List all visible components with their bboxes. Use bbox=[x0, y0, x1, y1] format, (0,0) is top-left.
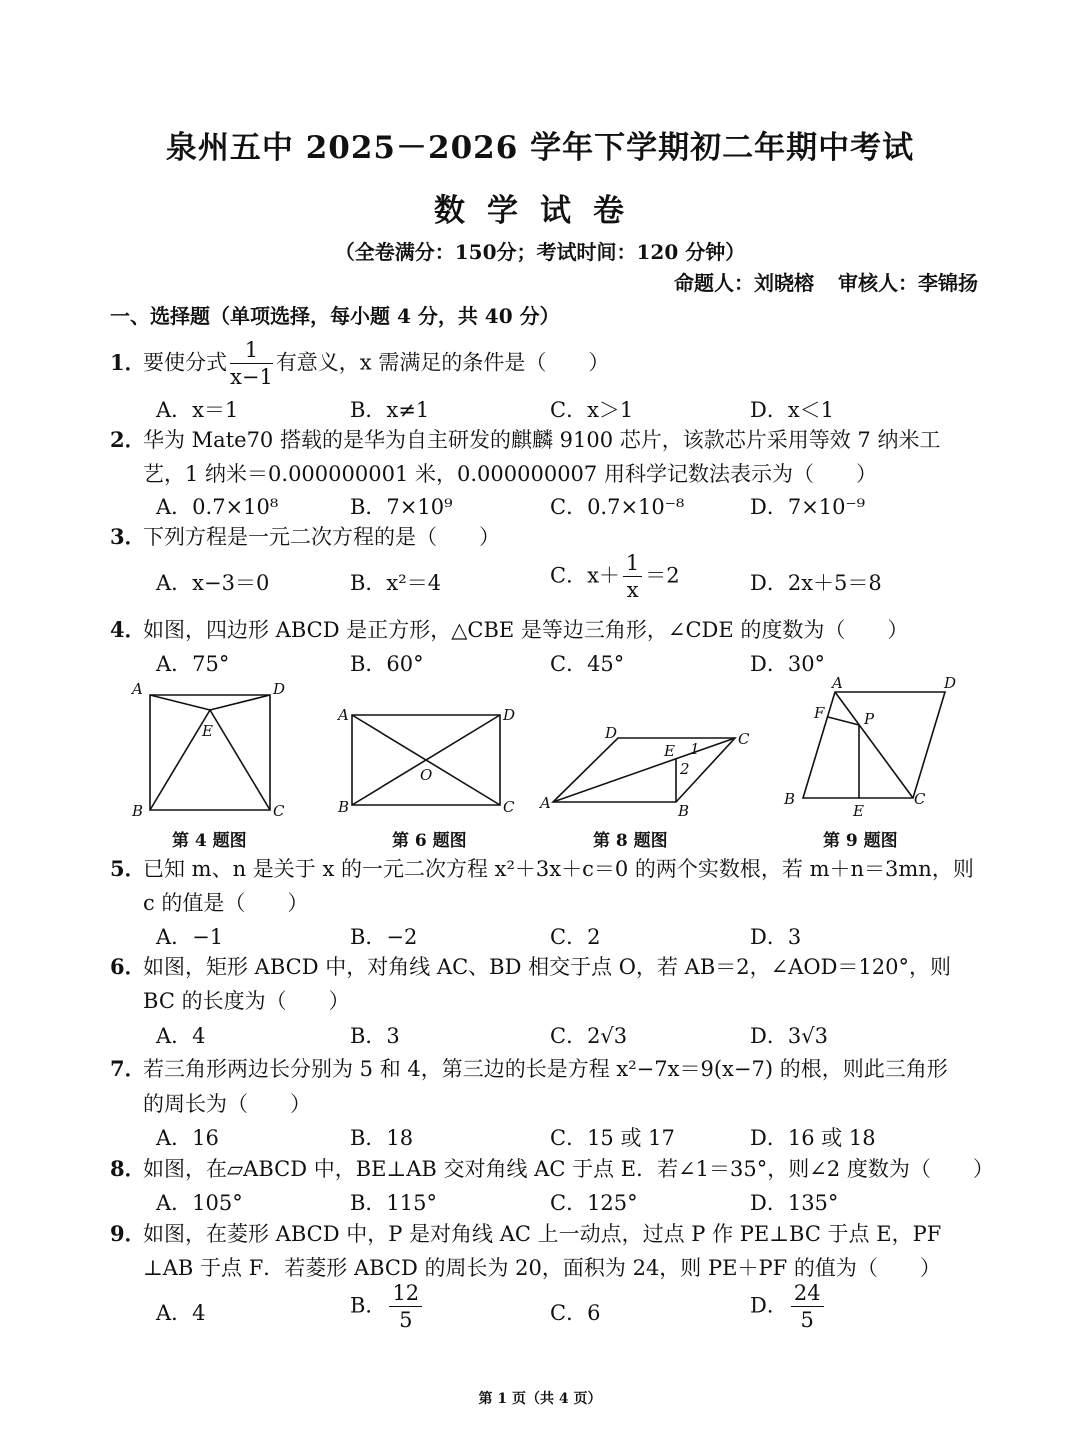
page-footer: 第 1 页（共 4 页） bbox=[478, 1391, 602, 1407]
option-c: C．0.7×10⁻⁸ bbox=[550, 495, 685, 519]
fraction bbox=[230, 340, 273, 388]
figure-4-caption: 第 4 题图 bbox=[172, 831, 247, 851]
denominator: 5 bbox=[800, 1308, 814, 1332]
question-9 bbox=[110, 1219, 941, 1249]
option-a: A．0.7×10⁸ bbox=[156, 495, 279, 519]
question-text: 若三角形两边长分别为 5 和 4，第三边的长是方程 x²−7x＝9(x−7) 的根，则此三角形 bbox=[143, 1057, 948, 1081]
label-f: F bbox=[814, 704, 825, 722]
label-d: D bbox=[944, 674, 957, 692]
question-2-cont: 艺，1 纳米＝0.000000001 米，0.000000007 用科学记数法表示为（ ） bbox=[143, 462, 877, 486]
option-b: B．60° bbox=[350, 652, 424, 676]
figure-6-caption: 第 6 题图 bbox=[392, 831, 467, 851]
fraction bbox=[791, 1283, 824, 1331]
question-number: 2． bbox=[110, 427, 146, 452]
numerator: 1 bbox=[230, 340, 273, 364]
fraction bbox=[389, 1283, 422, 1331]
denominator: x−1 bbox=[230, 365, 273, 389]
option-a: A．105° bbox=[156, 1191, 243, 1215]
question-8 bbox=[110, 1154, 994, 1184]
question-number: 3． bbox=[110, 524, 146, 549]
option-d: D．x＜1 bbox=[750, 398, 835, 422]
option-b: B．x≠1 bbox=[350, 398, 430, 422]
option-text: D． bbox=[750, 1293, 788, 1318]
option-d: D．3√3 bbox=[750, 1024, 828, 1048]
question-number: 8． bbox=[110, 1156, 146, 1181]
numerator: 24 bbox=[791, 1283, 824, 1307]
square-abcd bbox=[150, 695, 270, 810]
denominator: x bbox=[626, 578, 639, 602]
option-c: C．15 或 17 bbox=[550, 1126, 675, 1150]
question-number: 6． bbox=[110, 954, 146, 979]
option-b: B．3 bbox=[350, 1024, 400, 1048]
reviewer: 审核人：李锦扬 bbox=[838, 271, 978, 295]
question-7 bbox=[110, 1054, 948, 1084]
option-d bbox=[750, 1283, 827, 1331]
option-d: D．30° bbox=[750, 652, 826, 676]
segment-de bbox=[210, 695, 270, 710]
question-text: 如图，在菱形 ABCD 中，P 是对角线 AC 上一动点，过点 P 作 PE⊥BC 于点 E，PF bbox=[143, 1222, 942, 1246]
diagonal-ac bbox=[835, 692, 913, 798]
question-4 bbox=[110, 615, 908, 645]
option-b: B．7×10⁹ bbox=[350, 495, 453, 519]
label-c: C bbox=[503, 798, 515, 816]
label-d: D bbox=[273, 680, 286, 698]
figure-9-caption: 第 9 题图 bbox=[823, 831, 898, 851]
exam-title: 泉州五中 2025－2026 学年下学期初二年期中考试 bbox=[165, 130, 915, 166]
question-text: 有意义，x 需满足的条件是（ ） bbox=[275, 350, 610, 375]
question-7-cont: 的周长为（ ） bbox=[143, 1092, 311, 1116]
option-c bbox=[550, 553, 680, 601]
option-a: A．x−3＝0 bbox=[156, 571, 270, 595]
label-e: E bbox=[664, 742, 675, 760]
figure-8 bbox=[538, 724, 750, 820]
option-c: C．6 bbox=[550, 1301, 601, 1325]
question-number: 5． bbox=[110, 856, 146, 881]
option-a: A．16 bbox=[156, 1126, 219, 1150]
figure-8-caption: 第 8 题图 bbox=[593, 831, 668, 851]
option-d: D．3 bbox=[750, 925, 802, 949]
label-a: A bbox=[132, 680, 143, 698]
question-number: 4． bbox=[110, 617, 146, 642]
label-c: C bbox=[273, 802, 285, 820]
author-line bbox=[650, 267, 978, 296]
question-1 bbox=[110, 340, 609, 388]
question-number: 1． bbox=[110, 349, 146, 375]
question-6-cont: BC 的长度为（ ） bbox=[143, 989, 350, 1013]
option-d: D．2x＋5＝8 bbox=[750, 571, 882, 595]
label-angle-1: 1 bbox=[690, 740, 700, 758]
option-b: B．−2 bbox=[350, 925, 418, 949]
option-a: A．−1 bbox=[156, 925, 224, 949]
option-b: B．x²＝4 bbox=[350, 571, 442, 595]
segment-ae bbox=[150, 695, 210, 710]
diagonal-ac bbox=[553, 738, 735, 802]
option-a: A．4 bbox=[156, 1024, 206, 1048]
option-text: B． bbox=[350, 1293, 387, 1318]
label-b: B bbox=[784, 790, 796, 808]
exam-info: （全卷满分：150分；考试时间：120 分钟） bbox=[334, 240, 746, 264]
question-text: 要使分式 bbox=[143, 350, 227, 375]
figure-6 bbox=[336, 706, 515, 816]
question-number: 9． bbox=[110, 1221, 146, 1246]
label-d: D bbox=[605, 724, 618, 742]
question-text: 下列方程是一元二次方程的是（ ） bbox=[143, 525, 500, 549]
denominator: 5 bbox=[399, 1308, 413, 1332]
subject-title: 数学试卷 bbox=[434, 193, 646, 229]
numerator: 12 bbox=[389, 1283, 422, 1307]
label-p: P bbox=[864, 710, 875, 728]
figure-9 bbox=[783, 674, 956, 820]
question-9-cont: ⊥AB 于点 F．若菱形 ABCD 的周长为 20，面积为 24，则 PE＋PF 的值为（ ） bbox=[143, 1256, 941, 1280]
option-c: C．45° bbox=[550, 652, 625, 676]
option-d: D．16 或 18 bbox=[750, 1126, 876, 1150]
option-d: D．7×10⁻⁹ bbox=[750, 495, 866, 519]
option-a: A．x＝1 bbox=[156, 398, 239, 422]
question-6 bbox=[110, 952, 951, 982]
option-a: A．75° bbox=[156, 652, 230, 676]
question-text: 如图，矩形 ABCD 中，对角线 AC、BD 相交于点 O，若 AB＝2，∠AOD＝120°，则 bbox=[143, 955, 952, 979]
option-d: D．135° bbox=[750, 1191, 839, 1215]
label-a: A bbox=[540, 794, 551, 812]
question-5-cont: c 的值是（ ） bbox=[143, 891, 309, 915]
option-text: C．x＋ bbox=[550, 563, 620, 588]
option-c: C．2 bbox=[550, 925, 601, 949]
label-a: A bbox=[338, 706, 349, 724]
label-e: E bbox=[853, 802, 864, 820]
label-c: C bbox=[738, 730, 750, 748]
option-b: B．115° bbox=[350, 1191, 438, 1215]
option-c: C．2√3 bbox=[550, 1024, 628, 1048]
label-d: D bbox=[503, 706, 516, 724]
label-a: A bbox=[832, 674, 843, 692]
question-text: 如图，四边形 ABCD 是正方形，△CBE 是等边三角形，∠CDE 的度数为（ ） bbox=[143, 618, 909, 642]
question-3 bbox=[110, 522, 500, 552]
numerator: 1 bbox=[623, 553, 642, 577]
option-c: C．125° bbox=[550, 1191, 638, 1215]
label-c: C bbox=[914, 790, 926, 808]
label-o: O bbox=[420, 766, 433, 784]
question-2 bbox=[110, 425, 940, 455]
question-text: 华为 Mate70 搭载的是华为自主研发的麒麟 9100 芯片，该款芯片采用等效 7 纳米工 bbox=[143, 428, 941, 452]
option-c: C．x＞1 bbox=[550, 398, 634, 422]
author: 命题人：刘晓榕 bbox=[674, 271, 814, 295]
option-b: B．18 bbox=[350, 1126, 414, 1150]
figures-row bbox=[0, 670, 1080, 830]
section-heading: 一、选择题（单项选择，每小题 4 分，共 40 分） bbox=[110, 304, 560, 328]
option-text: ＝2 bbox=[645, 563, 680, 588]
fraction bbox=[623, 553, 642, 601]
question-number: 7． bbox=[110, 1056, 146, 1081]
option-b bbox=[350, 1283, 425, 1331]
question-5 bbox=[110, 854, 974, 884]
label-e: E bbox=[202, 722, 213, 740]
label-b: B bbox=[338, 798, 350, 816]
figure-4 bbox=[130, 680, 285, 820]
label-angle-2: 2 bbox=[680, 760, 690, 778]
question-text: 如图，在▱ABCD 中，BE⊥AB 交对角线 AC 于点 E．若∠1＝35°，则∠2 度数为（ ） bbox=[143, 1157, 994, 1181]
label-b: B bbox=[678, 802, 690, 820]
question-text: 已知 m、n 是关于 x 的一元二次方程 x²＋3x＋c＝0 的两个实数根，若 m＋n＝3mn，则 bbox=[143, 857, 974, 881]
option-a: A．4 bbox=[156, 1301, 206, 1325]
label-b: B bbox=[132, 802, 144, 820]
